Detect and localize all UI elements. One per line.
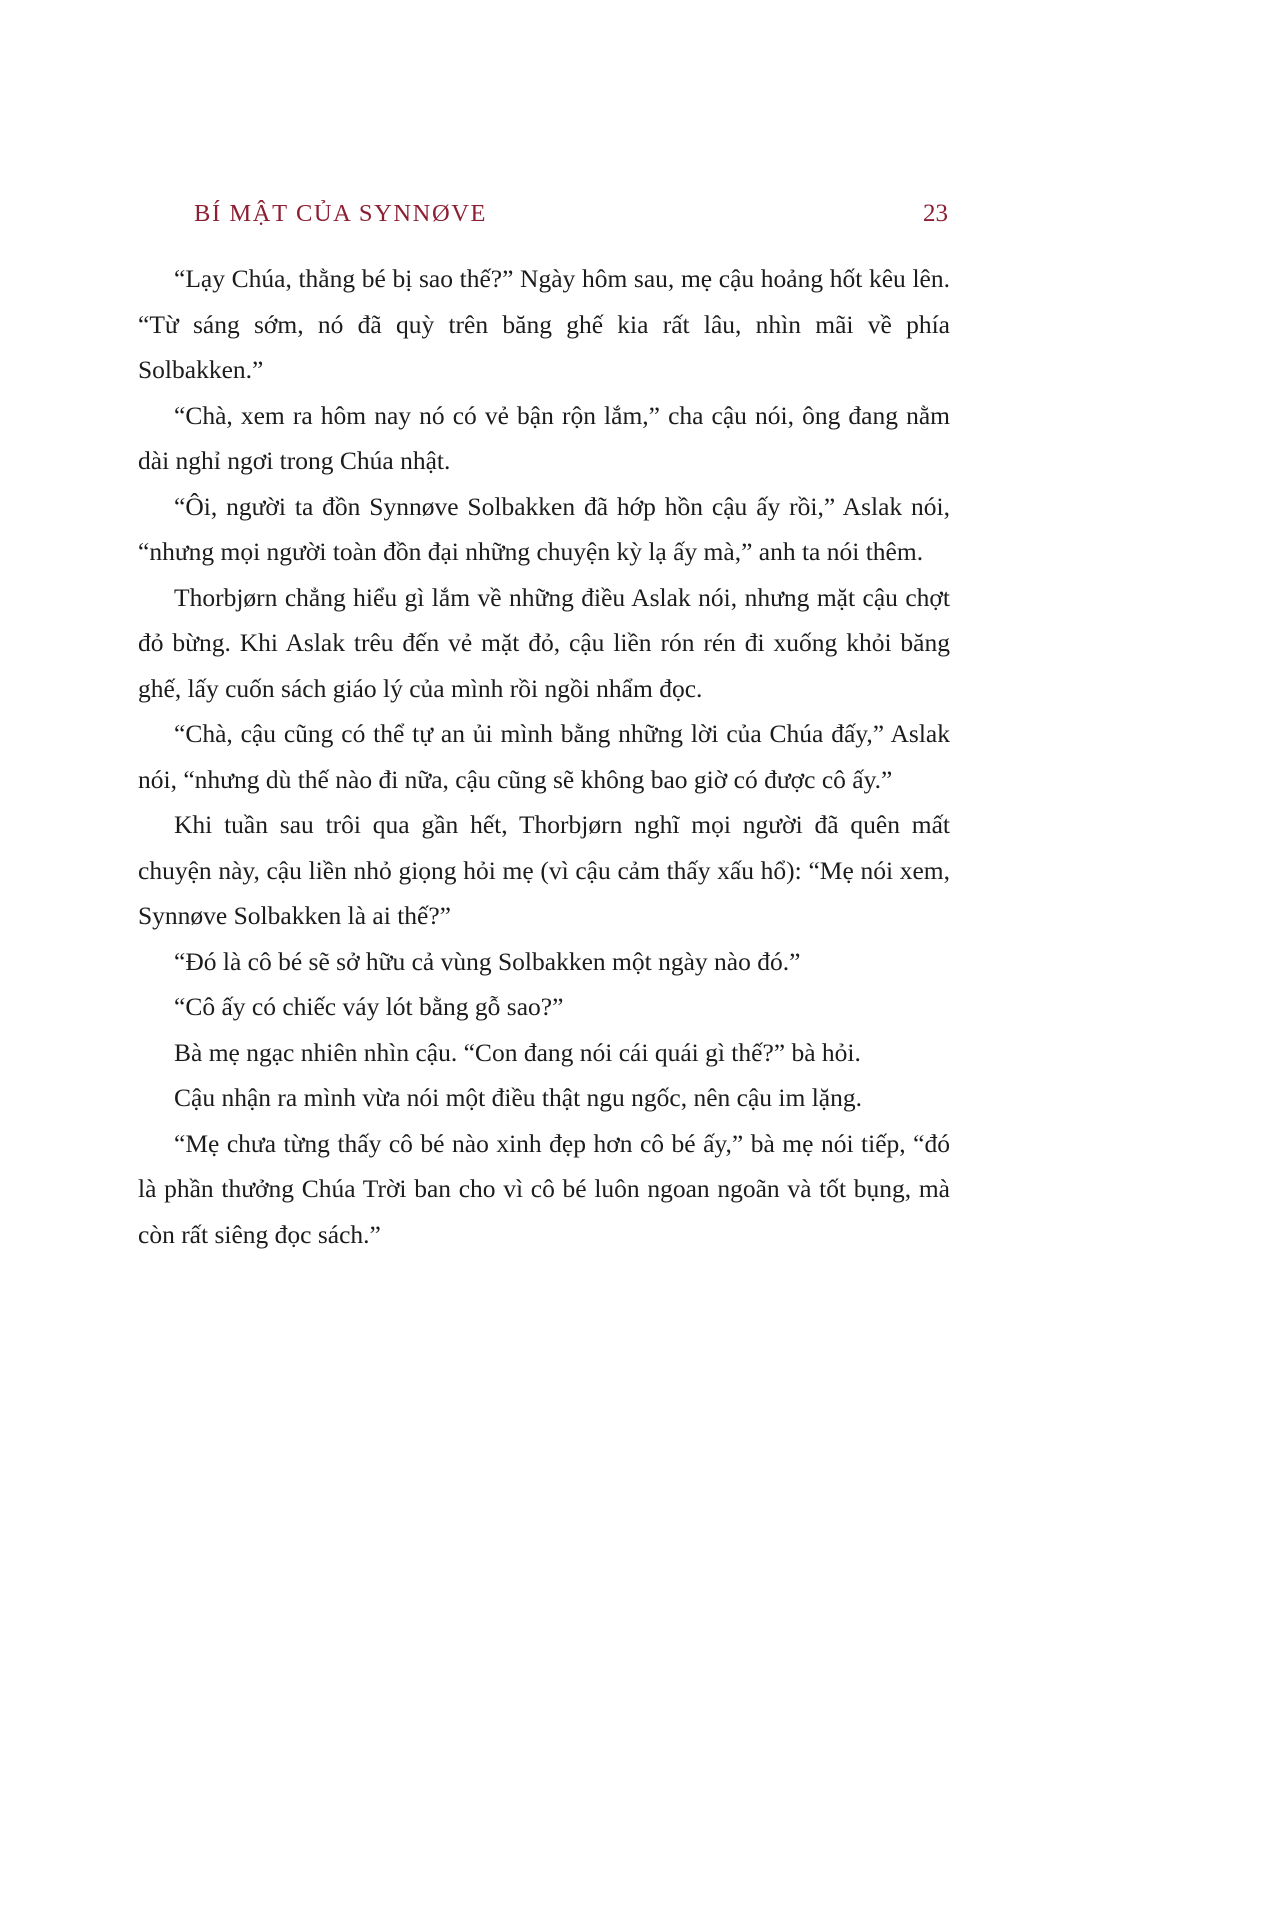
page-number: 23 xyxy=(923,200,948,227)
running-head xyxy=(138,200,950,228)
body-text xyxy=(138,256,950,1257)
paragraph: “Mẹ chưa từng thấy cô bé nào xinh đẹp hơn cô bé ấy,” bà mẹ nói tiếp, “đó là phần thưởng Chúa Trời ban cho vì cô bé luôn ngoan ngoãn và tốt bụng, mà còn rất siêng đọc sách.” xyxy=(138,1128,950,1249)
paragraph: Khi tuần sau trôi qua gần hết, Thorbjørn nghĩ mọi người đã quên mất chuyện này, cậu liền nhỏ giọng hỏi mẹ (vì cậu cảm thấy xấu hổ): “Mẹ nói xem, Synnøve Solbakken là ai thế?” xyxy=(138,810,950,930)
paragraph: “Lạy Chúa, thằng bé bị sao thế?” Ngày hôm sau, mẹ cậu hoảng hốt kêu lên. “Từ sáng sớm, nó đã quỳ trên băng ghế kia rất lâu, nhìn mãi về phía Solbakken.” xyxy=(138,264,950,384)
running-head-title: BÍ MẬT CỦA SYNNØVE xyxy=(194,200,488,227)
paragraph: “Đó là cô bé sẽ sở hữu cả vùng Solbakken một ngày nào đó.” xyxy=(174,946,801,976)
paragraph: “Cô ấy có chiếc váy lót bằng gỗ sao?” xyxy=(174,992,564,1021)
page-content xyxy=(138,200,950,1257)
paragraph: Thorbjørn chẳng hiểu gì lắm về những điều Aslak nói, nhưng mặt cậu chợt đỏ bừng. Khi Aslak trêu đến vẻ mặt đỏ, cậu liền rón rén đi xuống khỏi băng ghế, lấy cuốn sách giáo lý của mình rồi ngồi nhẩm đọc. xyxy=(138,582,950,703)
paragraph: Bà mẹ ngạc nhiên nhìn cậu. “Con đang nói cái quái gì thế?” bà hỏi. xyxy=(174,1037,861,1067)
paragraph: Cậu nhận ra mình vừa nói một điều thật ngu ngốc, nên cậu im lặng. xyxy=(174,1083,863,1112)
paragraph: “Chà, xem ra hôm nay nó có vẻ bận rộn lắm,” cha cậu nói, ông đang nằm dài nghỉ ngơi trong Chúa nhật. xyxy=(138,400,950,475)
paragraph: “Ôi, người ta đồn Synnøve Solbakken đã hớp hồn cậu ấy rồi,” Aslak nói, “nhưng mọi người toàn đồn đại những chuyện kỳ lạ ấy mà,” anh ta nói thêm. xyxy=(138,491,950,566)
paragraph: “Chà, cậu cũng có thể tự an ủi mình bằng những lời của Chúa đấy,” Aslak nói, “nhưng dù thế nào đi nữa, cậu cũng sẽ không bao giờ có được cô ấy.” xyxy=(138,719,950,794)
